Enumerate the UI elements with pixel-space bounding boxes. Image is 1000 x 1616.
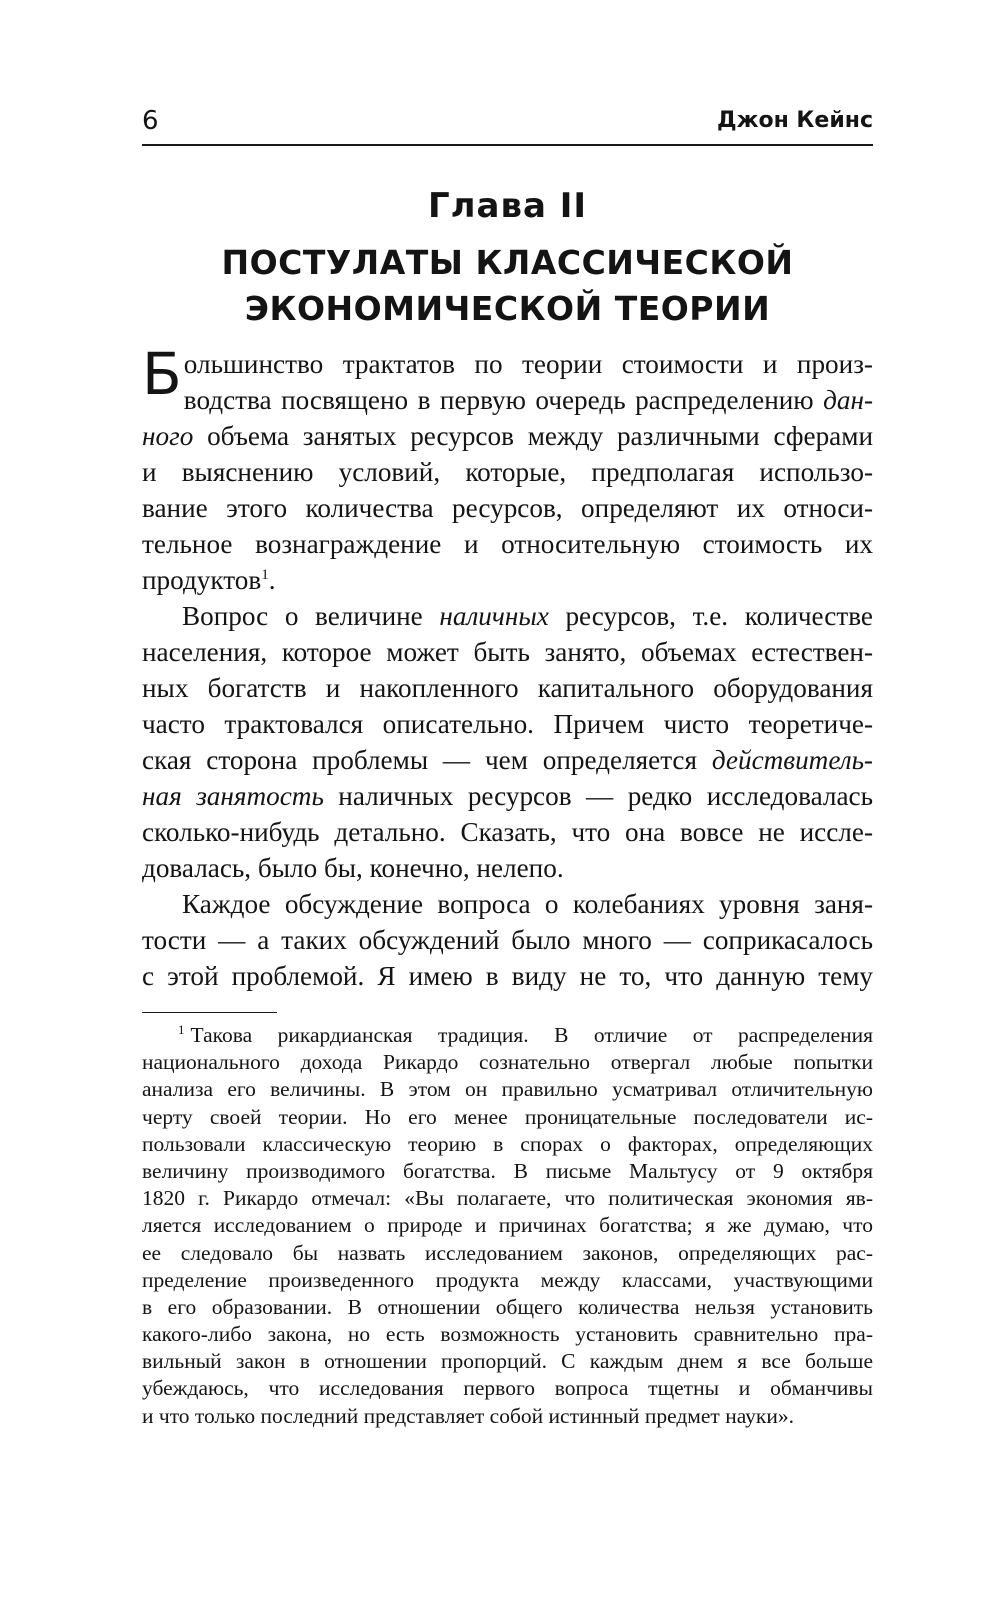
paragraph-3-line-2: тости — а таких обсуждений было много — соприкасалось	[142, 925, 873, 955]
paragraph-3	[142, 886, 873, 994]
italic-emphasis: ного	[142, 421, 194, 451]
page-number: 6	[142, 106, 159, 136]
footnote-line-5: пользовали классическую теорию в спорах о факторах, определяющих	[142, 1131, 873, 1156]
drop-cap: Б	[142, 340, 182, 408]
paragraph-2-line-8: довалась, было бы, конечно, нелепо.	[142, 853, 564, 883]
paragraph-2-line-7: сколько-нибудь детально. Сказать, что она вовсе не иссле-	[142, 817, 873, 847]
paragraph-2-line-3: ных богатств и накопленного капитального оборудования	[142, 673, 873, 703]
italic-emphasis: дан-	[823, 385, 873, 415]
running-title: Джон Кейнс	[716, 108, 873, 133]
footnote-line-3: анализа его величины. В этом он правильно усматривал отличительную	[142, 1077, 873, 1102]
footnote-line-10: пределение произведенного продукта между классами, участвующими	[142, 1267, 873, 1292]
paragraph-1-line-6: тельное вознаграждение и относительную стоимость их	[142, 529, 873, 559]
footnote-line-6: величину производимого богатства. В письме Мальтусу от 9 октября	[142, 1158, 873, 1183]
paragraph-2-line-2: населения, которое может быть занято, объемах естествен-	[142, 637, 873, 667]
footnote-line-4: черту своей теории. Но его менее проницательные последователи ис-	[142, 1104, 873, 1129]
body-text	[142, 340, 873, 994]
paragraph-2-line-1: Вопрос о величине наличных ресурсов, т.е. количестве	[182, 601, 873, 631]
running-header	[142, 104, 873, 146]
italic-emphasis: наличных	[439, 601, 549, 631]
footnote-line-2: национального дохода Рикардо сознательно отвергал любые попытки	[142, 1050, 873, 1075]
footnote-marker: 1	[178, 1021, 185, 1037]
paragraph-1-line-4: и выяснению условий, которые, предполагая использо-	[142, 457, 873, 487]
paragraph-2-line-5: ская сторона проблемы — чем определяется действитель-	[142, 745, 873, 775]
footnote-line-7: 1820 г. Рикардо отмечал: «Вы полагаете, что политическая экономия яв-	[142, 1186, 873, 1211]
paragraph-2-line-4: часто трактовался описательно. Причем чисто теоретиче-	[142, 709, 873, 739]
paragraph-1-line-3: ного объема занятых ресурсов между различными сферами	[142, 421, 873, 451]
footnote-line-13: вильный закон в отношении пропорций. С каждым днем я все больше	[142, 1349, 873, 1374]
paragraph-1	[142, 340, 873, 598]
paragraph-2	[142, 598, 873, 886]
footnote-line-12: какого-либо закона, но есть возможность установить сравнительно пра-	[142, 1322, 873, 1347]
paragraph-3-line-3: с этой проблемой. Я имею в виду не то, что данную тему	[142, 961, 873, 991]
footnote-line-11: в его образовании. В отношении общего количества нельзя установить	[142, 1294, 873, 1319]
footnote-line-14: убеждаюсь, что исследования первого вопроса тщетны и обманчивы	[142, 1376, 873, 1401]
chapter-title	[142, 240, 873, 332]
paragraph-3-line-1: Каждое обсуждение вопроса о колебаниях уровня заня-	[182, 889, 873, 919]
paragraph-1-line-1: Б ольшинство трактатов по теории стоимости и произ-	[142, 340, 873, 408]
chapter-title-line-1: ПОСТУЛАТЫ КЛАССИЧЕСКОЙ	[221, 243, 794, 282]
footnote-reference[interactable]: 1	[261, 566, 269, 583]
footnote	[142, 1022, 873, 1430]
footnote-line-8: ляется исследованием о природе и причинах богатства; я же думаю, что	[142, 1213, 873, 1238]
chapter-heading	[142, 182, 873, 332]
chapter-label: Глава II	[427, 186, 588, 226]
paragraph-1-line-5: вание этого количества ресурсов, определяют их относи-	[142, 493, 873, 523]
italic-emphasis: действитель-	[711, 745, 873, 775]
footnote-separator	[142, 1012, 277, 1013]
italic-emphasis: ная занятость	[142, 781, 324, 811]
footnote-line-15: и что только последний представляет собой истинный предмет науки».	[142, 1403, 794, 1428]
footnote-line-9: ее следовало бы назвать исследованием законов, определяющих рас-	[142, 1240, 873, 1265]
paragraph-1-line-7: продуктов$^1$.	[142, 565, 276, 595]
paragraph-1-line-2: водства посвящено в первую очередь распределению дан-	[183, 385, 873, 415]
paragraph-2-line-6: ная занятость наличных ресурсов — редко исследовалась	[142, 781, 873, 811]
footnote-line-1: $^1$ Такова рикардианская традиция. В отличие от распределения	[178, 1021, 873, 1047]
chapter-title-line-2: ЭКОНОМИЧЕСКОЙ ТЕОРИИ	[244, 289, 771, 328]
